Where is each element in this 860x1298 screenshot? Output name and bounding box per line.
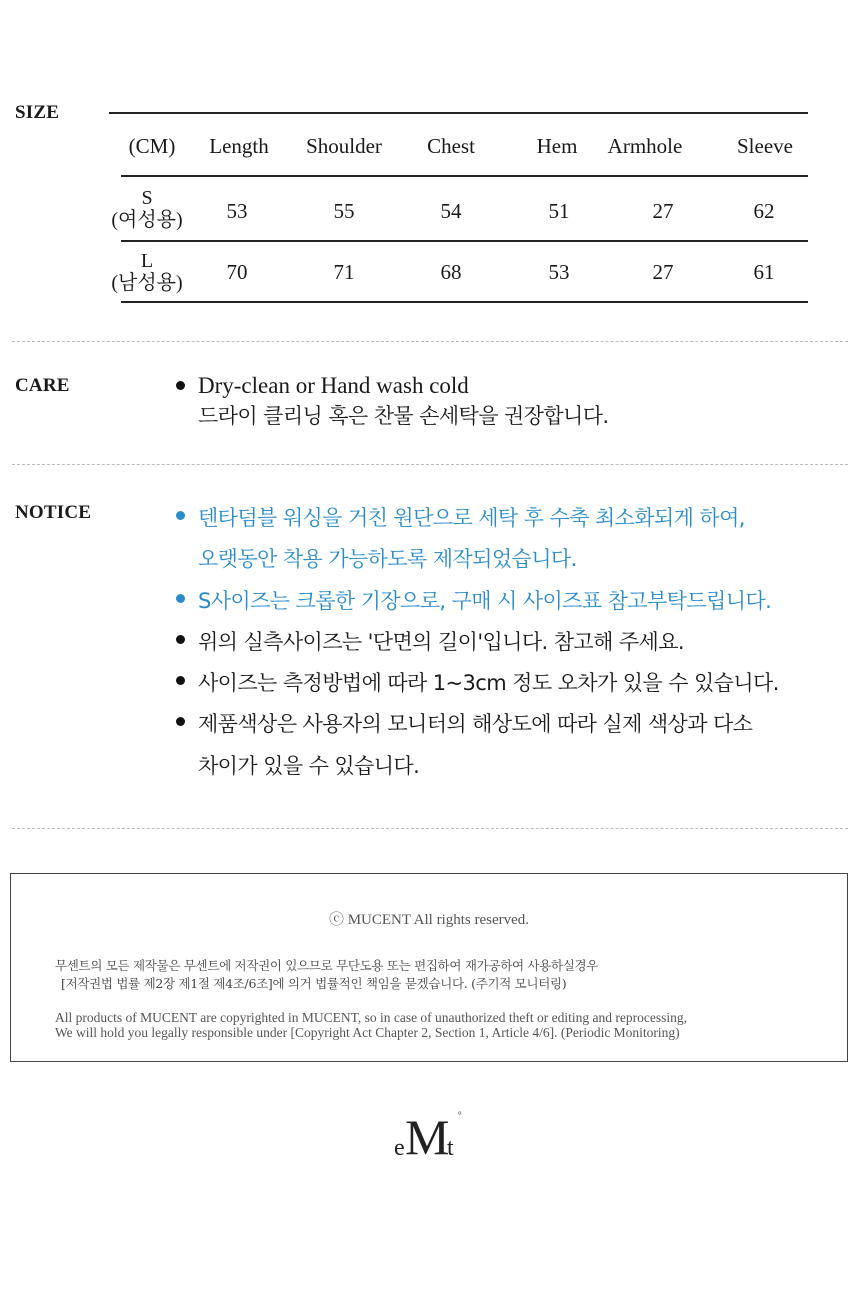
header-cm: (CM) <box>128 134 176 158</box>
header-chest: Chest <box>427 134 475 158</box>
size-note: (남성용) <box>111 272 183 294</box>
copyright-box <box>10 873 848 1062</box>
copyright-notice-en: All products of MUCENT are copyrighted in MUCENT, so in case of unauthorized theft or editing and reprocessing, <box>55 1010 687 1025</box>
size-note: (여성용) <box>111 209 183 231</box>
row-label-s <box>111 187 182 231</box>
logo-mark: ° <box>458 1110 462 1120</box>
section-divider <box>12 341 848 342</box>
brand-logo <box>394 1108 474 1168</box>
size-table-bottom-rule <box>121 301 808 303</box>
row-label-l <box>111 250 182 294</box>
bullet-icon <box>176 381 185 390</box>
header-armhole: Armhole <box>607 134 683 158</box>
size-name: L <box>140 250 154 272</box>
bullet-icon <box>176 676 185 685</box>
cell-hem: 51 <box>548 199 570 223</box>
copyright-notice-ko: 무센트의 모든 제작물은 무센트에 저작권이 있으므로 무단도용 또는 편집하여 재가공하여 사용하실경우 <box>55 958 599 973</box>
bullet-icon <box>176 717 185 726</box>
header-sleeve: Sleeve <box>737 134 793 158</box>
cell-hem: 53 <box>548 260 570 284</box>
care-section-label: CARE <box>15 375 70 396</box>
notice-line: 차이가 있을 수 있습니다. <box>198 754 420 778</box>
notice-line: 위의 실측사이즈는 '단면의 길이'입니다. 참고해 주세요. <box>198 630 684 654</box>
bullet-icon <box>176 635 185 644</box>
notice-line: 텐타덤블 워싱을 거친 원단으로 세탁 후 수축 최소화되게 하여, <box>198 506 745 530</box>
copyright-text: ⓒ MUCENT All rights reserved. <box>328 912 530 928</box>
cell-sleeve: 61 <box>753 260 775 284</box>
section-divider <box>12 464 848 465</box>
cell-sleeve: 62 <box>753 199 775 223</box>
notice-line: 사이즈는 측정방법에 따라 1~3cm 정도 오차가 있을 수 있습니다. <box>198 671 779 695</box>
bullet-icon <box>176 511 185 520</box>
cell-shoulder: 55 <box>333 199 355 223</box>
cell-length: 70 <box>226 260 248 284</box>
cell-armhole: 27 <box>652 260 674 284</box>
care-text-ko: 드라이 클리닝 혹은 찬물 손세탁을 권장합니다. <box>198 404 609 428</box>
bullet-icon <box>176 594 185 603</box>
cell-armhole: 27 <box>652 199 674 223</box>
size-table-header-rule <box>121 175 808 177</box>
care-text-en: Dry-clean or Hand wash cold <box>198 373 469 398</box>
notice-line: 오랫동안 착용 가능하도록 제작되었습니다. <box>198 547 577 571</box>
logo-letter: e <box>394 1135 405 1161</box>
copyright-notice-en: We will hold you legally responsible under [Copyright Act Chapter 2, Section 1, Article 4/6]. (Periodic Monitoring) <box>55 1025 680 1040</box>
cell-chest: 54 <box>440 199 462 223</box>
section-divider <box>12 828 848 829</box>
notice-line: 제품색상은 사용자의 모니터의 해상도에 따라 실제 색상과 다소 <box>198 712 753 736</box>
cell-length: 53 <box>226 199 248 223</box>
notice-line: S사이즈는 크롭한 기장으로, 구매 시 사이즈표 참고부탁드립니다. <box>198 589 772 613</box>
notice-section-label: NOTICE <box>15 502 92 523</box>
copyright-notice-ko: [저작권법 법률 제2장 제1절 제4조/6조]에 의거 법률적인 책임을 묻겠습니다. (주기적 모니터링) <box>61 976 567 991</box>
logo-letter: M <box>405 1109 448 1165</box>
size-table-row-rule <box>121 240 808 242</box>
header-hem: Hem <box>536 134 578 158</box>
size-section-label: SIZE <box>15 102 60 123</box>
cell-shoulder: 71 <box>333 260 355 284</box>
header-shoulder: Shoulder <box>306 134 382 158</box>
size-table-top-rule <box>109 112 808 114</box>
logo-letter: t <box>447 1135 454 1161</box>
header-length: Length <box>209 134 269 158</box>
cell-chest: 68 <box>440 260 462 284</box>
size-name: S <box>141 187 153 209</box>
